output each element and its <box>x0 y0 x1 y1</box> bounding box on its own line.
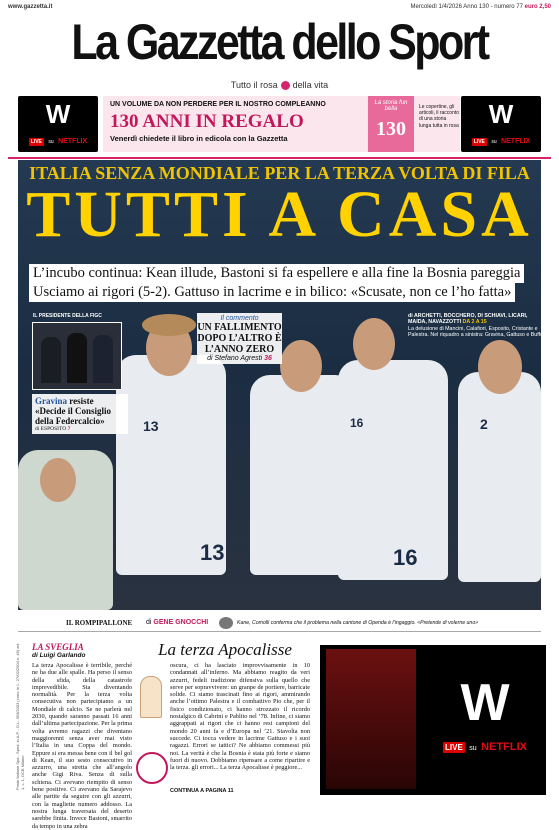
hero-sub-2: Usciamo ai rigori (5-2). Gattuso in lacrime e in bilico: «Scusate, non ce l’ho fatta» <box>29 283 515 302</box>
divider <box>8 157 551 159</box>
article-col-2: oscura, ci ha lasciato improvvisamente in 10 condannati all’inferno. Ma abbiamo reagito da veri azzurri, fedeli tradizione difensiva sulla quello che serve per sopravvivere: un granpe de portiere, barricate solide. Ci siamo trascinati fino ai rigori, ammirando anche l’ottimo Palestra e il combattivo Pio che, per il fisico condizionato, ci hanno strozzato il ricordo nostalgico di Cabrini e Pablito nel ’78. Infine, ci siamo aggrappati ai rigori che ci hanno resi campioni del mondo 20 anni fa e d’Europa nel ’21. Stavolta non succede. Ci tocca vedere in lacrime Gattuso e i suoi ragazzi. Errori se tattici? Ne abbiamo commessi più noi. La verità è che la Bosnia è stata più forte e siamo fuori di nuovo. Dobbiamo ripensare a come ripartire e la terza. gli errori... La terza Apocalisse è peggiore... <box>170 662 310 772</box>
rosa-dot-icon <box>281 81 290 90</box>
caption-right: di ARCHETTI, BOCCHERO, DI SCHIAVI, LICARI, MAIDA, NAVAZZOTTI DA 2 A 15 La delusione di Mancini, Calafiori, Esposito, Cristante e Palestra. Nel riquadro a sinistra: Gravina, Gattuso e Buffon <box>408 313 546 338</box>
tagline: Tutto il rosa della vita <box>230 80 329 90</box>
postal-sidebar: Poste Italiane Spa - Sped. in A.P. - D.L. 353/2003 (conv. in L. 27/02/2004 n. 46) art. 1, c. 1, DCB Milano <box>15 642 25 790</box>
alarm-clock-icon <box>136 752 168 784</box>
wwe-ad-left[interactable]: W LIVE su NETFLIX <box>18 96 98 152</box>
author-avatar <box>219 617 233 629</box>
issue-info: Mercoledì 1/4/2026 Anno 130 - numero 77 euro 2,50 <box>410 4 551 10</box>
masthead-title: La Gazzetta dello Sport <box>71 14 488 70</box>
anniversary-banner[interactable] <box>103 96 460 152</box>
pen-nib-icon <box>136 666 166 726</box>
sveglia-header: LA SVEGLIA di Luigi Garlando <box>32 642 86 659</box>
rompipallone-strip[interactable]: IL ROMPIPALLONE di GENE GNOCCHI Kane, Comolli conferma che il problema nella cantone di Openda è l’ingaggio. «Pretende di volerne uno» <box>18 617 541 632</box>
continue-link[interactable]: CONTINUA A PAGINA 11 <box>170 788 234 794</box>
wwe-ad-bottom[interactable]: W LIVE su NETFLIX <box>320 645 546 795</box>
banner-title: 130 ANNI IN REGALO <box>110 111 304 132</box>
banner-kicker: UN VOLUME DA NON PERDERE PER IL NOSTRO COMPLEANNO <box>110 101 326 108</box>
hero-headline[interactable]: TUTTI A CASA <box>26 178 533 251</box>
wwe-logo-icon: W <box>45 99 71 129</box>
comment-box[interactable]: Il commento UN FALLIMENTO DOPO L’ALTRO È L’ANNO ZERO di Stefano Agresti 36 <box>197 315 282 362</box>
caption-left: IL PRESIDENTE DELLA FIGC <box>33 313 102 319</box>
gravina-box[interactable]: Gravina resiste «Decide il Consiglio della Federcalcio» di ESPOSITO 7 <box>32 394 128 434</box>
site-url[interactable]: www.gazzetta.it <box>8 4 53 10</box>
banner-side-text: Le copertine, gli articoli, il racconto di una storia lunga tutta in rosa <box>419 104 460 129</box>
wwe-ad-right[interactable]: W LIVE su NETFLIX <box>461 96 541 152</box>
wwe-logo-icon: W <box>460 674 510 732</box>
article-title[interactable]: La terza Apocalisse <box>158 640 292 659</box>
wwe-logo-icon: W <box>488 99 514 129</box>
book-cover: La storia fun bella 130 <box>368 96 414 152</box>
top-bar <box>8 2 551 14</box>
hero-sub-1: L’incubo continua: Kean illude, Bastoni si fa espellere e alla fine la Bosnia pareggia <box>29 264 524 283</box>
inset-photo[interactable] <box>32 322 122 390</box>
hero-kicker: ITALIA SENZA MONDIALE PER LA TERZA VOLTA DI FILA <box>29 163 530 183</box>
banner-subtitle: Venerdì chiedete il libro in edicola con la Gazzetta <box>110 134 288 143</box>
article-col-1: La terza Apocalisse è terribile, perché ne ha due alle spalle. Ha perso il senso della sfida, della catastrofe imprevedibile. Sta diventando normalità. Per la terza volta consecutiva non partecipiamo a un Mondiale di calcio. Se ne parlerà nel 2030, quando saranno passati 16 anni dall’ultima partecipazione. Per la prima volta avremo ragazzi che diventano maggiorenni senza aver mai visto l’Italia in una Coppa del mondo. Eppure si era messa bene con il bel gol di Kean, il suo sesto consecutivo in azzurro, una stretta che all’angolo anche Gigi Riva. Senza di sulla schiena. Ci avevano riempito di senso bene positive. Ci avevano da Sarajevo alle partite da seguire con gli azzurri, con la magliette numero addosso. La nostra lunga traversata del deserto sarebbe finita. Invece Bastoni, smarrito da tempo in una zebra <box>32 662 132 830</box>
hero-photo[interactable]: 13 16 2 13 16 <box>18 160 541 610</box>
wrestler-image <box>326 649 416 789</box>
